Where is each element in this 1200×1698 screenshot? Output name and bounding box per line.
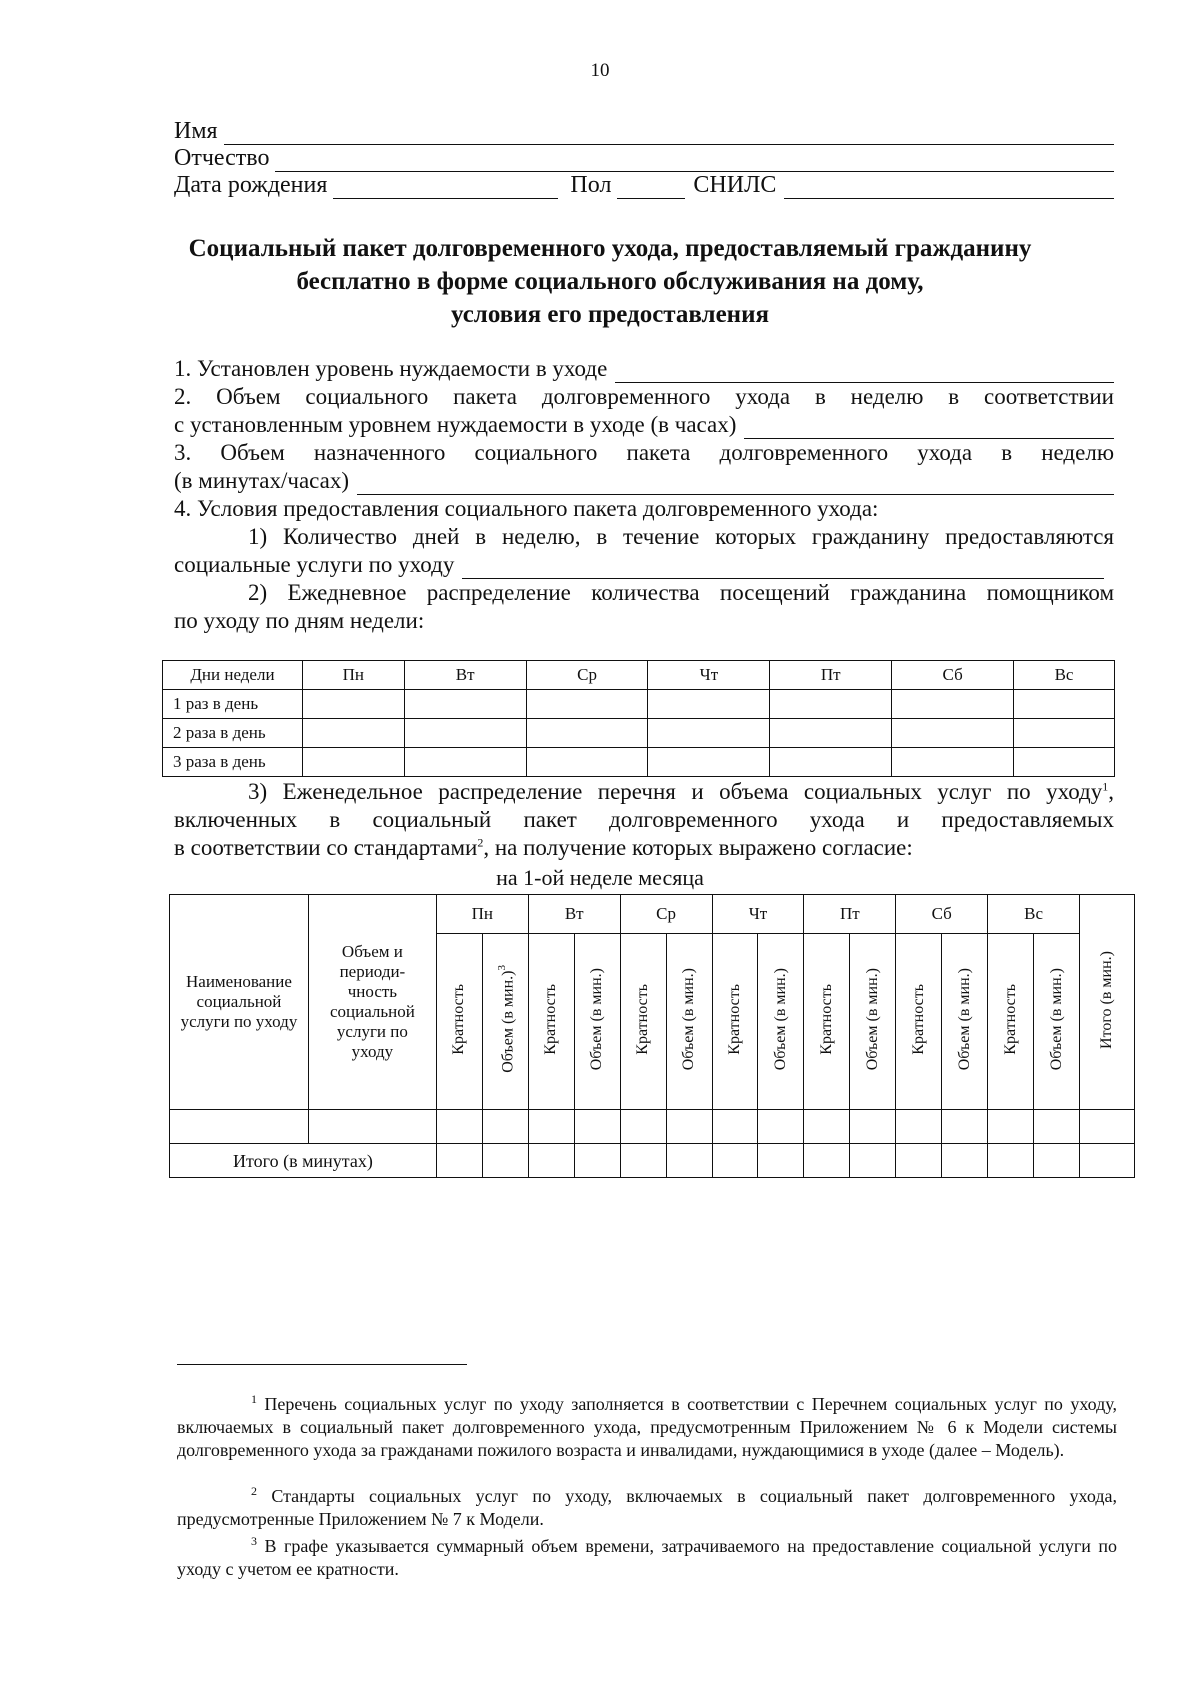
sex-field[interactable] (617, 176, 685, 199)
table-cell[interactable] (666, 1144, 712, 1178)
day-header: Чт (712, 895, 804, 934)
table-cell[interactable] (308, 1110, 436, 1144)
multiplicity-header: Кратность (817, 983, 835, 1055)
visits-table (162, 660, 1115, 777)
item-3-text: (в минутах/часах) (174, 468, 350, 493)
volume-header: Объем (в мин.) (680, 967, 698, 1071)
first-name-label: Имя (174, 118, 218, 144)
sub-3-line-2: включенных в социальный пакет долговременного ухода и предоставляемых (174, 807, 1114, 832)
sub-3-line-3 (174, 834, 1114, 862)
snils-label: СНИЛС (693, 172, 777, 198)
title-line-1: Социальный пакет долговременного ухода, предоставляемый гражданину (188, 235, 1032, 262)
multiplicity-header: Кратность (725, 983, 743, 1055)
sub-header-cell (666, 934, 712, 1110)
table-cell[interactable] (526, 719, 648, 748)
volume-header: Объем (в мин.) (863, 967, 881, 1071)
footnote-2-number: 2 (251, 1484, 257, 1498)
birth-date-label: Дата рождения (174, 172, 328, 198)
table-cell[interactable] (758, 1110, 804, 1144)
volume-header (492, 965, 518, 1073)
table-cell[interactable] (648, 748, 770, 777)
day-header: Ср (526, 661, 648, 690)
table-cell[interactable] (1014, 748, 1115, 777)
volume-header: Объем (в мин.) (955, 967, 973, 1071)
table-cell[interactable] (526, 690, 648, 719)
table-cell[interactable] (404, 690, 526, 719)
table-cell[interactable] (988, 1144, 1034, 1178)
item-1-field[interactable] (615, 362, 1114, 383)
sub-header-cell (482, 934, 528, 1110)
sub-header-cell (988, 934, 1034, 1110)
table-cell[interactable] (896, 1144, 942, 1178)
multiplicity-header: Кратность (542, 983, 560, 1055)
visits-header-row (163, 661, 1115, 690)
table-cell[interactable] (1034, 1110, 1080, 1144)
sub-header-cell (896, 934, 942, 1110)
row-label: 3 раза в день (163, 748, 303, 777)
row-label: 1 раз в день (163, 690, 303, 719)
table-cell[interactable] (758, 1144, 804, 1178)
table-cell[interactable] (1014, 719, 1115, 748)
visits-header-label: Дни недели (163, 661, 303, 690)
day-header: Вт (404, 661, 526, 690)
table-cell[interactable] (1080, 1144, 1135, 1178)
day-header: Чт (648, 661, 770, 690)
multiplicity-header: Кратность (450, 983, 468, 1055)
footnote-1-text: Перечень социальных услуг по уходу заполняется в соответствии с Перечнем социальных услуг по уходу, включаемых в социальный пакет долговременного ухода, предусмотренным Приложением № 6 к Модели системы долговременного ухода за гражданами пожилого возраста и инвалидами, нуждающимися в уходе (далее – Модель). (177, 1394, 1117, 1460)
table-cell[interactable] (436, 1110, 482, 1144)
table-cell[interactable] (620, 1110, 666, 1144)
row-label: 2 раза в день (163, 719, 303, 748)
table-cell[interactable] (528, 1110, 574, 1144)
table-cell[interactable] (302, 690, 404, 719)
birth-sex-snils-row (174, 172, 1114, 199)
table-cell[interactable] (482, 1144, 528, 1178)
day-header: Вс (988, 895, 1080, 934)
table-cell[interactable] (482, 1110, 528, 1144)
table-cell[interactable] (850, 1144, 896, 1178)
table-cell[interactable] (1034, 1144, 1080, 1178)
table-cell[interactable] (574, 1110, 620, 1144)
table-cell[interactable] (770, 719, 892, 748)
patronymic-row (174, 145, 1114, 172)
day-header: Пн (302, 661, 404, 690)
footnote-2-text: Стандарты социальных услуг по уходу, включаемых в социальный пакет долговременного ухода, предусмотренные Приложением № 7 к Модели. (177, 1486, 1117, 1529)
item-1-text: 1. Установлен уровень нуждаемости в уходе (174, 356, 608, 381)
footnote-1-number: 1 (251, 1392, 257, 1406)
sub-1-field[interactable] (462, 558, 1104, 579)
sub-3-line-3-text: в соответствии со стандартами (174, 835, 478, 860)
table-cell[interactable] (896, 1110, 942, 1144)
table-cell[interactable] (404, 719, 526, 748)
day-header: Пт (804, 895, 896, 934)
table-cell[interactable] (892, 748, 1014, 777)
table-cell[interactable] (988, 1110, 1034, 1144)
total-row-label: Итого (в минутах) (170, 1144, 437, 1178)
table-cell[interactable] (620, 1144, 666, 1178)
table-cell[interactable] (712, 1144, 758, 1178)
sub-header-cell (942, 934, 988, 1110)
table-row (170, 1110, 1135, 1144)
title-line-3: условия его предоставления (450, 301, 770, 328)
item-3-line-2 (174, 467, 1114, 495)
day-header: Ср (620, 895, 712, 934)
sub-header-cell (712, 934, 758, 1110)
snils-field[interactable] (784, 176, 1114, 199)
footnote-divider (177, 1364, 467, 1365)
sub-header-cell (758, 934, 804, 1110)
table-cell[interactable] (666, 1110, 712, 1144)
multiplicity-header: Кратность (1001, 983, 1019, 1055)
day-header: Сб (892, 661, 1014, 690)
total-header: Итого (в мин.) (1098, 950, 1115, 1049)
day-header: Пн (436, 895, 528, 934)
table-cell[interactable] (804, 1110, 850, 1144)
birth-date-field[interactable] (333, 176, 558, 199)
day-header: Вт (528, 895, 620, 934)
sub-2-line-2: по уходу по дням недели: (174, 608, 425, 633)
services-header-row (170, 895, 1135, 934)
patronymic-label: Отчество (174, 145, 270, 171)
sub-header-cell (1034, 934, 1080, 1110)
day-header: Пт (770, 661, 892, 690)
table-cell[interactable] (170, 1110, 309, 1144)
table-cell[interactable] (1014, 690, 1115, 719)
volume-header: Объем (в мин.) (771, 967, 789, 1071)
table-cell[interactable] (892, 690, 1014, 719)
total-row (170, 1144, 1135, 1178)
item-3-field[interactable] (357, 474, 1114, 495)
item-1 (174, 355, 1114, 383)
item-3-line-1: 3. Объем назначенного социального пакета долговременного ухода в неделю (174, 440, 1114, 465)
item-2-line-2 (174, 411, 1114, 439)
table-row (163, 690, 1115, 719)
table-cell[interactable] (574, 1144, 620, 1178)
services-table (169, 894, 1135, 1178)
footnote-1 (177, 1393, 1117, 1462)
page-number: 10 (590, 60, 610, 81)
table-cell[interactable] (1080, 1110, 1135, 1144)
title-line-2: бесплатно в форме социального обслуживания на дому, (296, 268, 924, 295)
table-cell[interactable] (770, 690, 892, 719)
sub-3-text: 3) Еженедельное распределение перечня и объема социальных услуг по уходу (248, 779, 1103, 804)
table-cell[interactable] (892, 719, 1014, 748)
sub-1-line-2 (174, 551, 1104, 579)
table-cell[interactable] (770, 748, 892, 777)
volume-header: Объем (в мин.) (1047, 967, 1065, 1071)
sub-3-line-3-end: , на получение которых выражено согласие: (483, 835, 913, 860)
footnote-ref-3: 3 (496, 965, 509, 971)
service-name-header: Наименование социальной услуги по уходу (170, 895, 309, 1110)
sub-3-comma: , (1108, 779, 1114, 804)
footnote-ref-1: 1 (1102, 779, 1109, 794)
table-cell[interactable] (436, 1144, 482, 1178)
table-cell[interactable] (302, 748, 404, 777)
service-volume-header: Объем и периоди- чность социальной услуги по уходу (308, 895, 436, 1110)
sex-label: Пол (570, 172, 612, 198)
multiplicity-header: Кратность (634, 983, 652, 1055)
table-cell[interactable] (712, 1110, 758, 1144)
table-row (163, 719, 1115, 748)
sub-header-cell (620, 934, 666, 1110)
table-cell[interactable] (850, 1110, 896, 1144)
sub-header-cell (528, 934, 574, 1110)
table-cell[interactable] (528, 1144, 574, 1178)
item-4: 4. Условия предоставления социального пакета долговременного ухода: (174, 496, 879, 521)
table-row (163, 748, 1115, 777)
multiplicity-header: Кратность (909, 983, 927, 1055)
patronymic-field[interactable] (275, 149, 1114, 172)
sub-3-line-1 (174, 778, 1114, 806)
day-header: Сб (896, 895, 988, 934)
volume-header: Объем (в мин.) (588, 967, 606, 1071)
first-name-row (174, 118, 1114, 145)
sub-1-text: социальные услуги по уходу (174, 552, 455, 577)
table-cell[interactable] (804, 1144, 850, 1178)
sub-header-cell (436, 934, 482, 1110)
day-header: Вс (1014, 661, 1115, 690)
sub-header-cell (804, 934, 850, 1110)
footnote-3 (177, 1535, 1117, 1581)
table-cell[interactable] (648, 690, 770, 719)
table-cell[interactable] (942, 1144, 988, 1178)
week-caption: на 1-ой неделе месяца (496, 865, 704, 890)
total-header-cell (1080, 895, 1135, 1110)
item-2-line-1: 2. Объем социального пакета долговременного ухода в неделю в соответствии (174, 384, 1114, 409)
footnote-ref-2: 2 (477, 835, 484, 850)
item-2-text: с установленным уровнем нуждаемости в уходе (в часах) (174, 412, 737, 437)
sub-header-cell (574, 934, 620, 1110)
footnote-3-number: 3 (251, 1534, 257, 1548)
table-cell[interactable] (526, 748, 648, 777)
table-cell[interactable] (404, 748, 526, 777)
table-cell[interactable] (302, 719, 404, 748)
item-2-field[interactable] (744, 418, 1114, 439)
footnote-3-text: В графе указывается суммарный объем времени, затрачиваемого на предоставление социальной услуги по уходу с учетом ее кратности. (177, 1536, 1117, 1579)
sub-2-line-1: 2) Ежедневное распределение количества посещений гражданина помощником (248, 580, 1114, 605)
document-title (150, 232, 1070, 331)
sub-1-line-1: 1) Количество дней в неделю, в течение которых гражданину предоставляются (248, 524, 1114, 549)
table-cell[interactable] (942, 1110, 988, 1144)
sub-header-cell (850, 934, 896, 1110)
table-cell[interactable] (648, 719, 770, 748)
first-name-field[interactable] (224, 122, 1114, 145)
footnote-2 (177, 1485, 1117, 1531)
volume-header-text: Объем (в мин.) (499, 970, 517, 1073)
